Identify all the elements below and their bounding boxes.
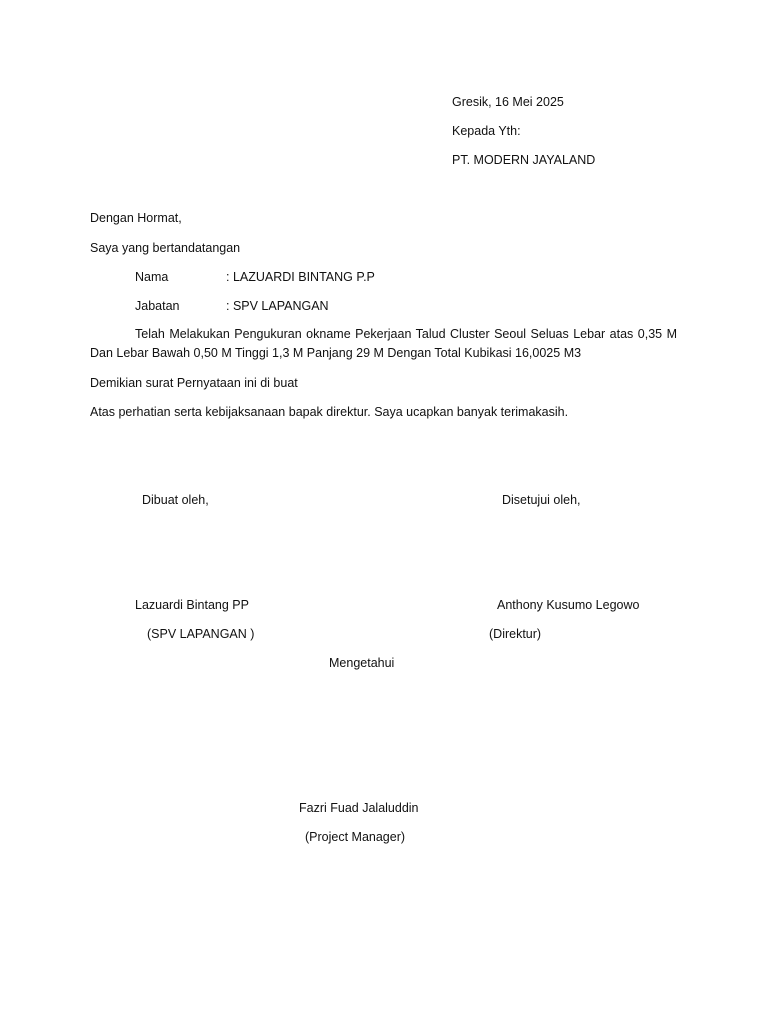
signature-right-caption: Disetujui oleh, xyxy=(502,493,581,507)
intro-text: Saya yang bertandatangan xyxy=(90,241,241,255)
place-date: Gresik, 16 Mei 2025 xyxy=(452,95,564,109)
field-label-nama: Nama xyxy=(135,270,169,284)
signature-center-name: Fazri Fuad Jalaluddin xyxy=(299,801,419,815)
signature-left-name: Lazuardi Bintang PP xyxy=(135,598,249,612)
statement-paragraph: Telah Melakukan Pengukuran okname Pekerjaan Talud Cluster Seoul Seluas Lebar atas 0,35 M Dan Lebar Bawah 0,50 M Tinggi 1,3 M Panjang 29 M Dengan Total Kubikasi 16,0025 M3 xyxy=(90,327,677,360)
closing-line-1: Demikian surat Pernyataan ini di buat xyxy=(90,376,298,390)
field-value-jabatan: : SPV LAPANGAN xyxy=(226,299,329,313)
field-value-nama: : LAZUARDI BINTANG P.P xyxy=(226,270,375,284)
closing-line-2: Atas perhatian serta kebijaksanaan bapak direktur. Saya ucapkan banyak terimakasih. xyxy=(90,405,569,419)
field-label-jabatan: Jabatan xyxy=(135,299,180,313)
recipient-name: PT. MODERN JAYALAND xyxy=(452,153,596,167)
signature-left-caption: Dibuat oleh, xyxy=(142,493,209,507)
signature-center-caption: Mengetahui xyxy=(329,656,395,670)
signature-center-role: (Project Manager) xyxy=(305,830,406,844)
recipient-label: Kepada Yth: xyxy=(452,124,521,138)
signature-right-role: (Direktur) xyxy=(489,627,542,641)
signature-right-name: Anthony Kusumo Legowo xyxy=(497,598,640,612)
greeting: Dengan Hormat, xyxy=(90,211,182,225)
signature-left-role: (SPV LAPANGAN ) xyxy=(147,627,255,641)
